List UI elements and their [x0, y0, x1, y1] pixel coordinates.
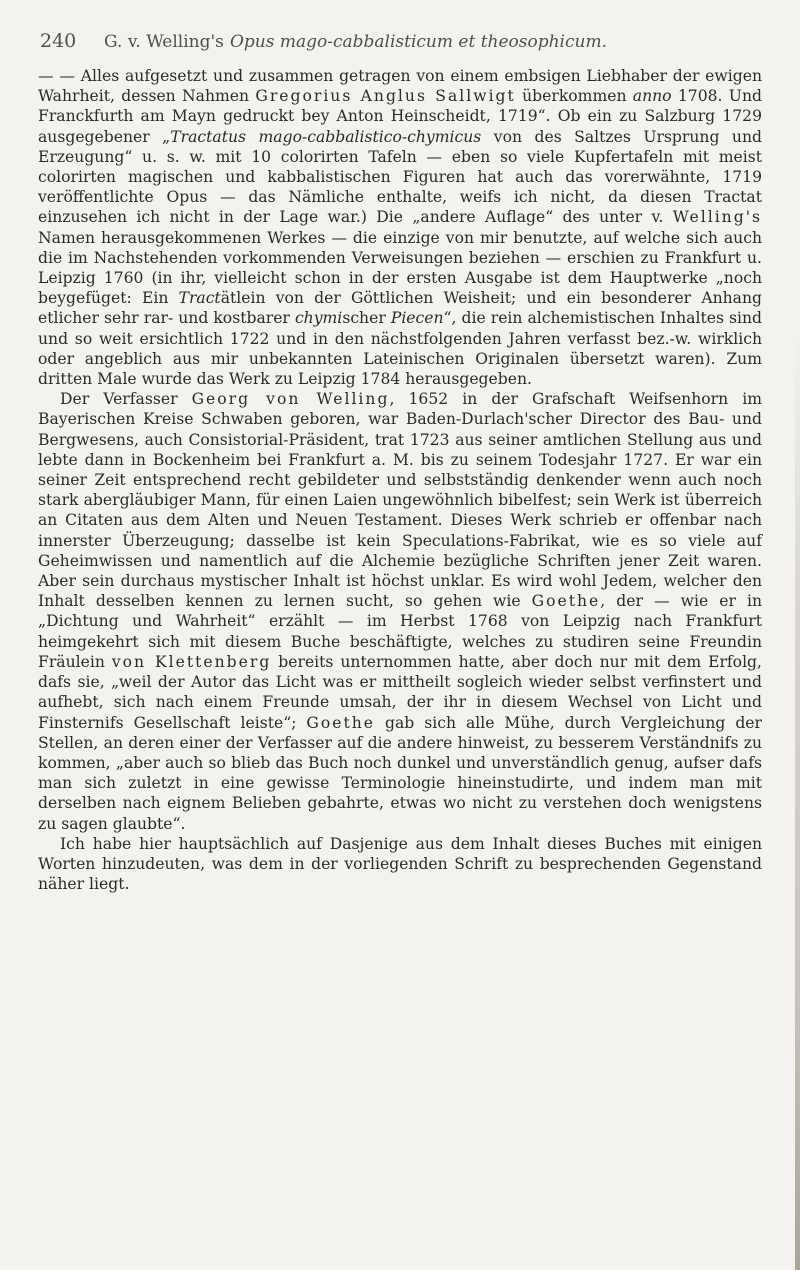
text-run: , 1652 in der Grafschaft Weifsenhorn im Bayerischen Kreise Schwaben geboren, war Baden-Durlach'scher Director des Bau- und Bergwesens, auch Consistorial-Präsident, trat 1723 aus seiner amtlichen Stellung aus und lebte dann in Bockenheim bei Frankfurt a. M. bis zu seinem Todesjahr 1727. Er war ein seiner Zeit entsprechend recht gebildeter und selbstständig denkender wenn auch noch stark abergläubiger Mann, für einen Laien ungewöhnlich bibelfest; sein Werk ist überreich an Citaten aus dem Alten und Neuen Testament. Dieses Werk schrieb er offenbar nach innerster Überzeugung; dasselbe ist kein Speculations-Fabrikat, wie es so viele auf Geheimwissen und namentlich auf die Alchemie bezügliche Schriften jener Zeit waren. Aber sein durchaus mystischer Inhalt ist höchst unklar. Es wird wohl Jedem, welcher den Inhalt desselben kennen zu lernen sucht, so gehen wie — [38, 390, 762, 611]
running-header — [40, 30, 740, 60]
spaced-name-run: Goethe — [306, 713, 376, 732]
text-run: 1708. Und Franckfurth am Mayn gedruckt bey Anton Heinscheidt, 1719“. Ob ein zu Salzburg 1729 ausgegebener „ — [38, 87, 762, 146]
paragraph-3 — [38, 834, 762, 895]
paragraph-2 — [38, 389, 762, 833]
page-edge-shadow — [795, 330, 800, 1270]
spaced-name-run: Welling's — [672, 208, 762, 227]
spaced-name-run: Georg von Welling — [191, 390, 390, 409]
italic-run: chymi — [294, 309, 343, 328]
running-author: G. v. Welling's — [104, 32, 224, 52]
italic-run: Tractatus mago-cabbalistico-chymicus — [170, 127, 482, 146]
text-run: — — Alles aufgesetzt und zusammen getragen von einem embsigen Liebhaber der ewigen Wahrheit, dessen Nahmen — [38, 67, 762, 106]
text-run: Ich habe hier hauptsächlich auf Dasjenige aus dem Inhalt dieses Buches mit einigen Worten hinzudeuten, was dem in der vorliegenden Schrift zu besprechenden Gegenstand näher liegt. — [38, 834, 762, 894]
italic-run: Tract — [178, 289, 221, 308]
text-run: Der Verfasser — [60, 390, 192, 409]
text-run: überkommen — [515, 87, 633, 106]
text-run: Namen herausgekommenen Werkes — die einzige von mir benutzte, auf welche sich auch die im Nachstehenden vorkommenden Verweisungen beziehen — erschien zu Frankfurt u. Leipzig 1760 (in ihr, vielleicht schon in der ersten Ausgabe ist dem Hauptwerke „noch beygefüget: Ein — [38, 228, 762, 308]
text-run: “, die rein alchemistischen Inhaltes sind und so weit ersichtlich 1722 und in den nächstfolgenden Jahren verfasst bez.-w. wirklich oder angeblich aus mir unbekannten Lateinischen Originalen übersetzt waren). Zum dritten Male wurde das Werk zu Leipzig 1784 herausgegeben. — [38, 309, 763, 389]
body-text — [38, 66, 762, 894]
spaced-name-run: Goethe — [531, 592, 601, 611]
page-number: 240 — [40, 30, 77, 52]
text-run: gab sich alle Mühe, durch Vergleichung der Stellen, an deren einer der Verfasser auf die andere hinweist, zu besserem Verständnifs zu kommen, „aber auch so blieb das Buch noch dunkel und unverständlich genug, aufser dafs man sich zuletzt in eine gewisse Terminologie hineinstudirte, und indem man mit derselben nach eignem Belieben gebahrte, etwas wo nicht zu verstehen doch wenigstens zu sagen glaubte“. — [38, 713, 762, 833]
spaced-name-run: Gregorius Anglus Sallwigt — [255, 87, 516, 106]
text-run: , der — wie er in „Dichtung und Wahrheit“ erzählt — im Herbst 1768 von Leipzig nach Frankfurt heimgekehrt sich mit diesem Buche beschäftigte, welches zu studiren seine Freundin Fräulein — [38, 592, 762, 671]
spaced-name-run: von Klettenberg — [111, 652, 272, 671]
text-run: von des Saltzes Ursprung und Erzeugung“ u. s. w. mit 10 colorirten Tafeln — eben so viele Kupfertafeln mit meist colorirten magischen und kabbalistischen Figuren hat auch das vorerwähnte, 1719 veröffentlichte Opus — das Nämliche enthalte, weifs ich nicht, da diesen Tractat einzusehen ich nicht in der Lage war.) Die „andere Auflage“ des unter v. — [38, 127, 762, 227]
text-run: ätlein von der Göttlichen Weisheit; und ein besonderer Anhang etlicher sehr rar- und kostbarer — [38, 289, 762, 328]
italic-run: anno — [632, 87, 672, 106]
italic-run: Piecen — [390, 309, 444, 328]
text-run: scher — [342, 309, 391, 328]
text-run: bereits unternommen hatte, aber doch nur mit dem Erfolg, dafs sie, „weil der Autor das Licht was er mittheilt sogleich wieder selbst verfinstert und aufhebt, sich nach einem Freunde umsah, der ihr in diesem Wechsel von Licht und Finsternifs Gesellschaft leiste“; — [38, 652, 762, 732]
paragraph-1 — [38, 66, 762, 389]
running-title: Opus mago-cabbalisticum et theosophicum. — [229, 32, 607, 52]
